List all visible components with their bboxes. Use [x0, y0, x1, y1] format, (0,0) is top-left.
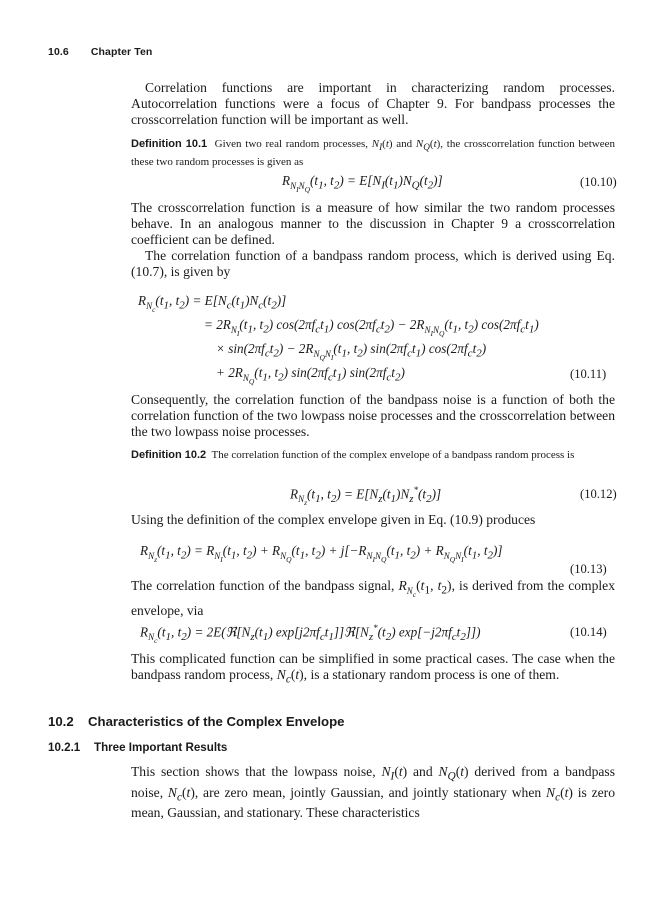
- section-title: Characteristics of the Complex Envelope: [88, 714, 345, 729]
- subsection-number: 10.2.1: [48, 741, 81, 754]
- paragraph-three-results: This section shows that the lowpass noise, $N_I(t)$ and $N_Q(t)$ derived from a bandpass noise, $N_c(t)$, are zero mean, jointly Gaussian, and jointly stationary when $N_c(t)$ is zero mean, Gaussian, and stationary. These characteristics: [131, 764, 615, 821]
- equation-10-11-line3: × $\sin(2\pi f_ct_2) - 2R_{N_QN_I}(t_1$, $t_2$) $\sin(2\pi f_ct_1)$ $\cos(2\pi f_ct_2)$: [216, 341, 487, 362]
- subsection-title: Three Important Results: [94, 741, 228, 754]
- equation-10-10: $R_{N_IN_Q}(t_1$, $t_2) = E[N_I(t_1)N_Q(t_2)]$: [282, 173, 443, 194]
- paragraph-consequently: Consequently, the correlation function of the bandpass noise is a function of both the correlation function of the two lowpass noise processes and the crosscorrelation between the two lowpass noise processes.: [131, 392, 615, 439]
- definition-label: Definition 10.2: [131, 449, 207, 461]
- equation-10-14: $R_{N_c}(t_1$, $t_2$) = $2E(ℜ[N_z(t_1)$ $\exp[j2\pi f_ct_1]]ℜ[N_z^*(t_2)$ $\exp[-j2\pi f_ct_2]$]): [140, 623, 481, 645]
- definition-10-1: Definition 10.1 Given two real random processes, $N_I(t)$ and $N_Q(t)$, the crosscorrelation function between these two random processes is given as: [131, 138, 615, 169]
- paragraph-crosscorrelation: The crosscorrelation function is a measure of how similar the two random processes behave. In an analogous manner to the discussion in Chapter 9 a crosscorrelation coefficient can be defined.: [131, 200, 615, 247]
- equation-10-11-line4: + $2R_{N_Q}(t_1$, $t_2$) $\sin(2\pi f_ct_1)$ $\sin(2\pi f_ct_2)$: [216, 365, 405, 386]
- definition-10-2: Definition 10.2 The correlation function of the complex envelope of a bandpass random process is: [131, 449, 575, 461]
- paragraph-bandpass-correlation: The correlation function of a bandpass random process, which is derived using Eq. (10.7), is given by: [131, 248, 615, 279]
- definition-label: Definition 10.1: [131, 138, 208, 150]
- running-header: [48, 46, 152, 58]
- equation-number: (10.10): [580, 175, 617, 189]
- equation-10-13: $R_{N_z}(t_1$, $t_2) = R_{N_I}(t_1$, $t_2) + R_{N_Q}(t_1$, $t_2) + j[-R_{N_IN_Q}(t_1$, $t_2) + R_{N_QN_I}(t_1$, $t_2$)]: [140, 543, 503, 564]
- equation-number: (10.13): [570, 562, 607, 576]
- paragraph-using-definition: Using the definition of the complex envelope given in Eq. (10.9) produces: [131, 512, 536, 527]
- equation-number: (10.14): [570, 625, 607, 639]
- section-heading: [48, 714, 345, 729]
- section-number: 10.2: [48, 714, 74, 729]
- paragraph-intro: Correlation functions are important in characterizing random processes. Autocorrelation functions were a focus of Chapter 9. For bandpass processes the crosscorrelation function will be important as well.: [131, 80, 615, 127]
- equation-number: (10.12): [580, 487, 617, 501]
- equation-10-11-line1: $R_{N_c}(t_1$, $t_2) = E[N_c(t_1)N_c(t_2)]$: [138, 293, 287, 314]
- page-number: 10.6: [48, 46, 69, 58]
- equation-number: (10.11): [570, 367, 607, 381]
- subsection-heading: [48, 741, 227, 754]
- chapter-title: Chapter Ten: [90, 46, 153, 58]
- equation-10-11-line2: = $2R_{N_I}(t_1$, $t_2$) $\cos(2\pi f_ct_1) \cos(2\pi f_ct_2) - 2R_{N_IN_Q}(t_1$, $t_2$) $\cos(2\pi f_ct_1)$: [204, 317, 539, 338]
- paragraph-bandpass-signal: The correlation function of the bandpass signal, $R_{N_c}(t_1$, $t_2$), is derived from the complex envelope, via: [131, 578, 615, 618]
- equation-10-12: $R_{N_z}(t_1$, $t_2) = E[N_z(t_1)N_z^*(t_2)]$: [290, 485, 442, 507]
- paragraph-simplified: This complicated function can be simplified in some practical cases. The case when the bandpass random process, $N_c(t)$, is a stationary random process is one of them.: [131, 651, 615, 686]
